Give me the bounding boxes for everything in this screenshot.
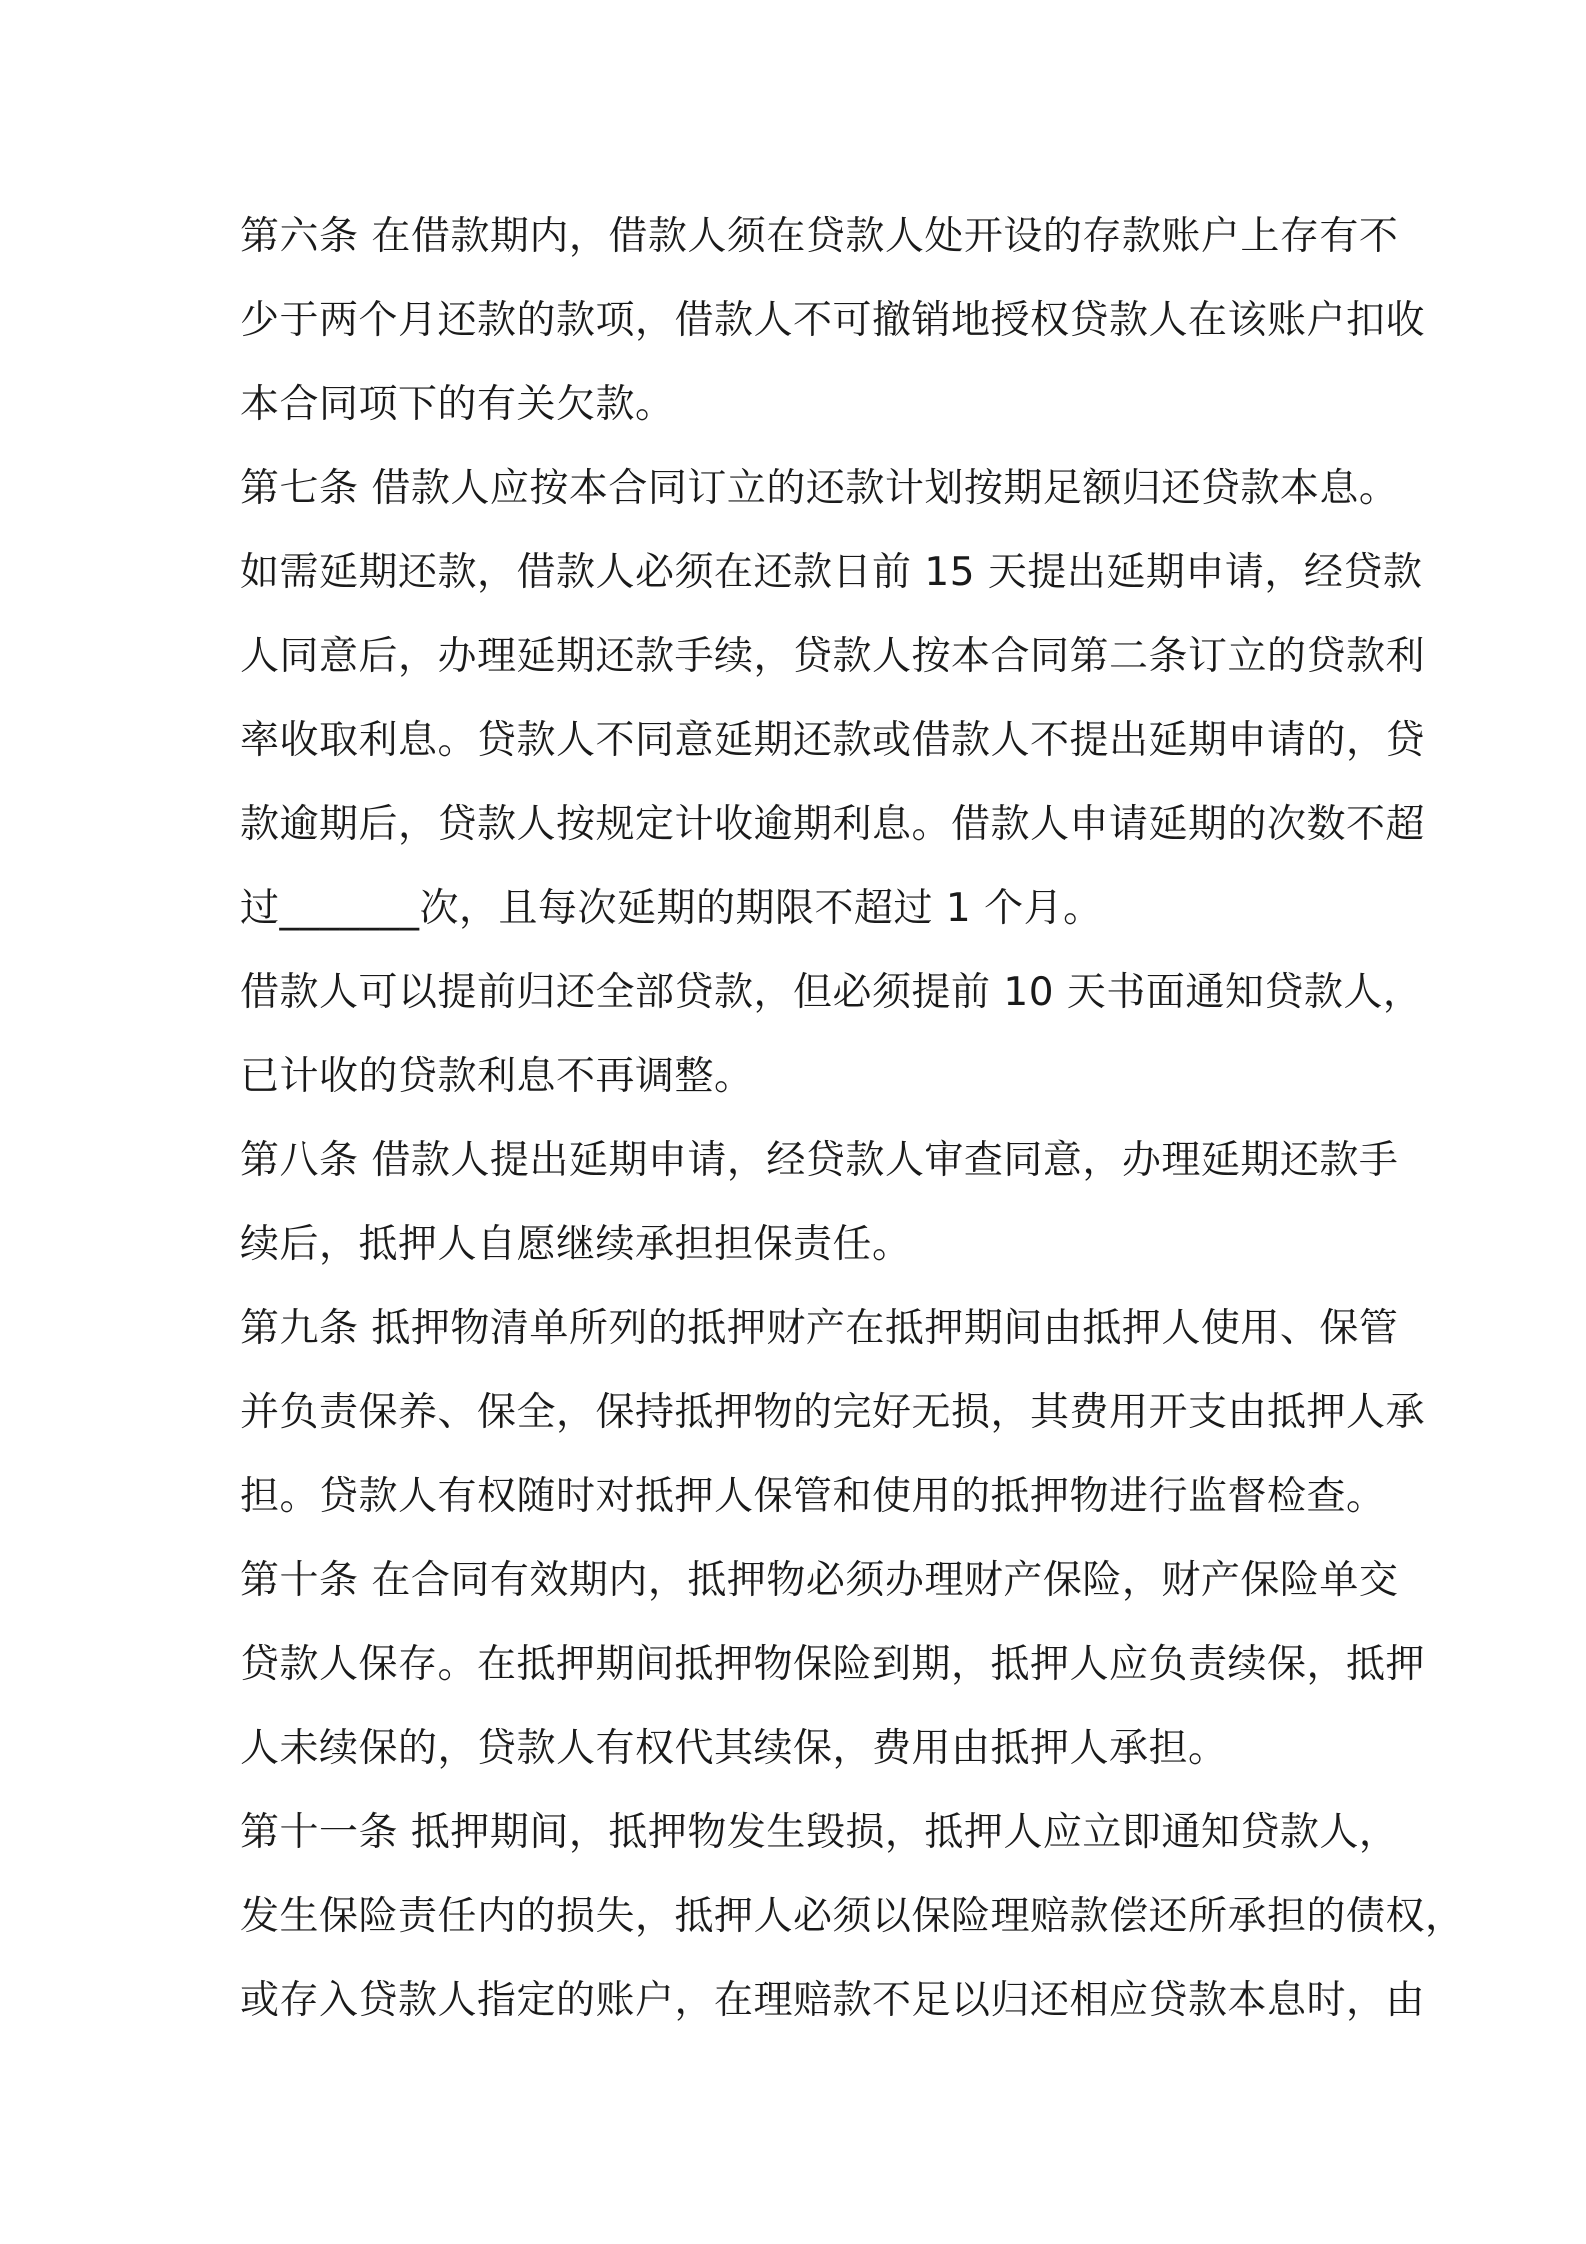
text-line: 款逾期后，贷款人按规定计收逾期利息。借款人申请延期的次数不超 <box>240 802 1426 847</box>
text-line: 第六条 在借款期内，借款人须在贷款人处开设的存款账户上存有不 <box>240 214 1399 259</box>
contract-text <box>240 195 1465 2043</box>
text-line: 或存入贷款人指定的账户，在理赔款不足以归还相应贷款本息时，由 <box>240 1978 1426 2023</box>
text-line: 发生保险责任内的损失，抵押人必须以保险理赔款偿还所承担的债权， <box>240 1894 1465 1939</box>
text-line: 第十一条 抵押期间，抵押物发生毁损，抵押人应立即通知贷款人， <box>240 1810 1399 1855</box>
text-line: 第九条 抵押物清单所列的抵押财产在抵押期间由抵押人使用、保管 <box>240 1306 1399 1351</box>
text-line: 过_______次，且每次延期的期限不超过 1 个月。 <box>240 886 1103 931</box>
text-line: 人同意后，办理延期还款手续，贷款人按本合同第二条订立的贷款利 <box>240 634 1426 679</box>
text-line: 本合同项下的有关欠款。 <box>240 382 675 427</box>
text-line: 率收取利息。贷款人不同意延期还款或借款人不提出延期申请的，贷 <box>240 718 1426 763</box>
text-line: 已计收的贷款利息不再调整。 <box>240 1054 754 1099</box>
text-line: 借款人可以提前归还全部贷款，但必须提前 10 天书面通知贷款人， <box>240 970 1423 1015</box>
text-line: 贷款人保存。在抵押期间抵押物保险到期，抵押人应负责续保，抵押 <box>240 1642 1426 1687</box>
text-line: 第十条 在合同有效期内，抵押物必须办理财产保险，财产保险单交 <box>240 1558 1399 1603</box>
text-line: 第七条 借款人应按本合同订立的还款计划按期足额归还贷款本息。 <box>240 466 1399 511</box>
text-line: 如需延期还款，借款人必须在还款日前 15 天提出延期申请，经贷款 <box>240 550 1423 595</box>
text-line: 并负责保养、保全，保持抵押物的完好无损，其费用开支由抵押人承 <box>240 1390 1426 1435</box>
text-line: 担。贷款人有权随时对抵押人保管和使用的抵押物进行监督检查。 <box>240 1474 1386 1519</box>
text-line: 少于两个月还款的款项，借款人不可撤销地授权贷款人在该账户扣收 <box>240 298 1426 343</box>
text-line: 人未续保的，贷款人有权代其续保，费用由抵押人承担。 <box>240 1726 1228 1771</box>
text-line: 续后，抵押人自愿继续承担担保责任。 <box>240 1222 912 1267</box>
text-line: 第八条 借款人提出延期申请，经贷款人审查同意，办理延期还款手 <box>240 1138 1399 1183</box>
